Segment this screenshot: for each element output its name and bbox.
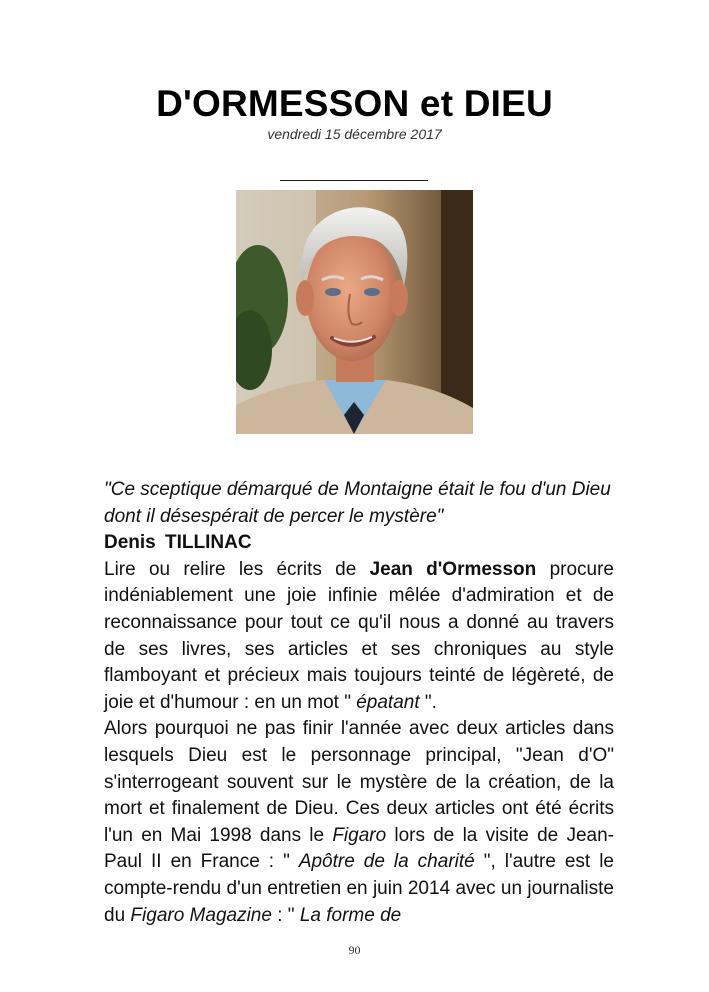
- divider-rule: [280, 180, 428, 181]
- author-name: Jean d'Ormesson: [369, 558, 537, 580]
- article-date: vendredi 15 décembre 2017: [267, 126, 442, 142]
- page-title: D'ORMESSON et DIEU: [156, 83, 553, 124]
- paragraph-1: Lire ou relire les écrits de Jean d'Ormesson procure indéniablement une joie infinie mêlée d'admiration et de reconnaissance pour tout ce qu'il nous a donné au travers de ses livres, ses articles et ses chroniques au style flamboyant et précieux mais toujours teinté de légèreté, de joie et d'humour : en un mot " épatant ".: [104, 558, 614, 713]
- epigraph-quote: "Ce sceptique démarqué de Montaigne était le fou d'un Dieu dont il désespérait de percer le mystère": [104, 479, 611, 527]
- quote-author: Denis TILLINAC: [104, 532, 252, 554]
- page-number: 90: [348, 943, 361, 957]
- portrait-photo: [236, 190, 473, 434]
- article-body: [104, 477, 614, 929]
- paragraph-2: Alors pourquoi ne pas finir l'année avec deux articles dans lesquels Dieu est le personnage principal, "Jean d'O" s'interrogeant souvent sur le mystère de la création, de la mort et finalement de Dieu. Ces deux articles ont été écrits l'un en Mai 1998 dans le Figaro lors de la visite de Jean-Paul II en France : " Apôtre de la charité ", l'autre est le compte-rendu d'un entretien en juin 2014 avec un journaliste du Figaro Magazine : " La forme de: [104, 718, 614, 926]
